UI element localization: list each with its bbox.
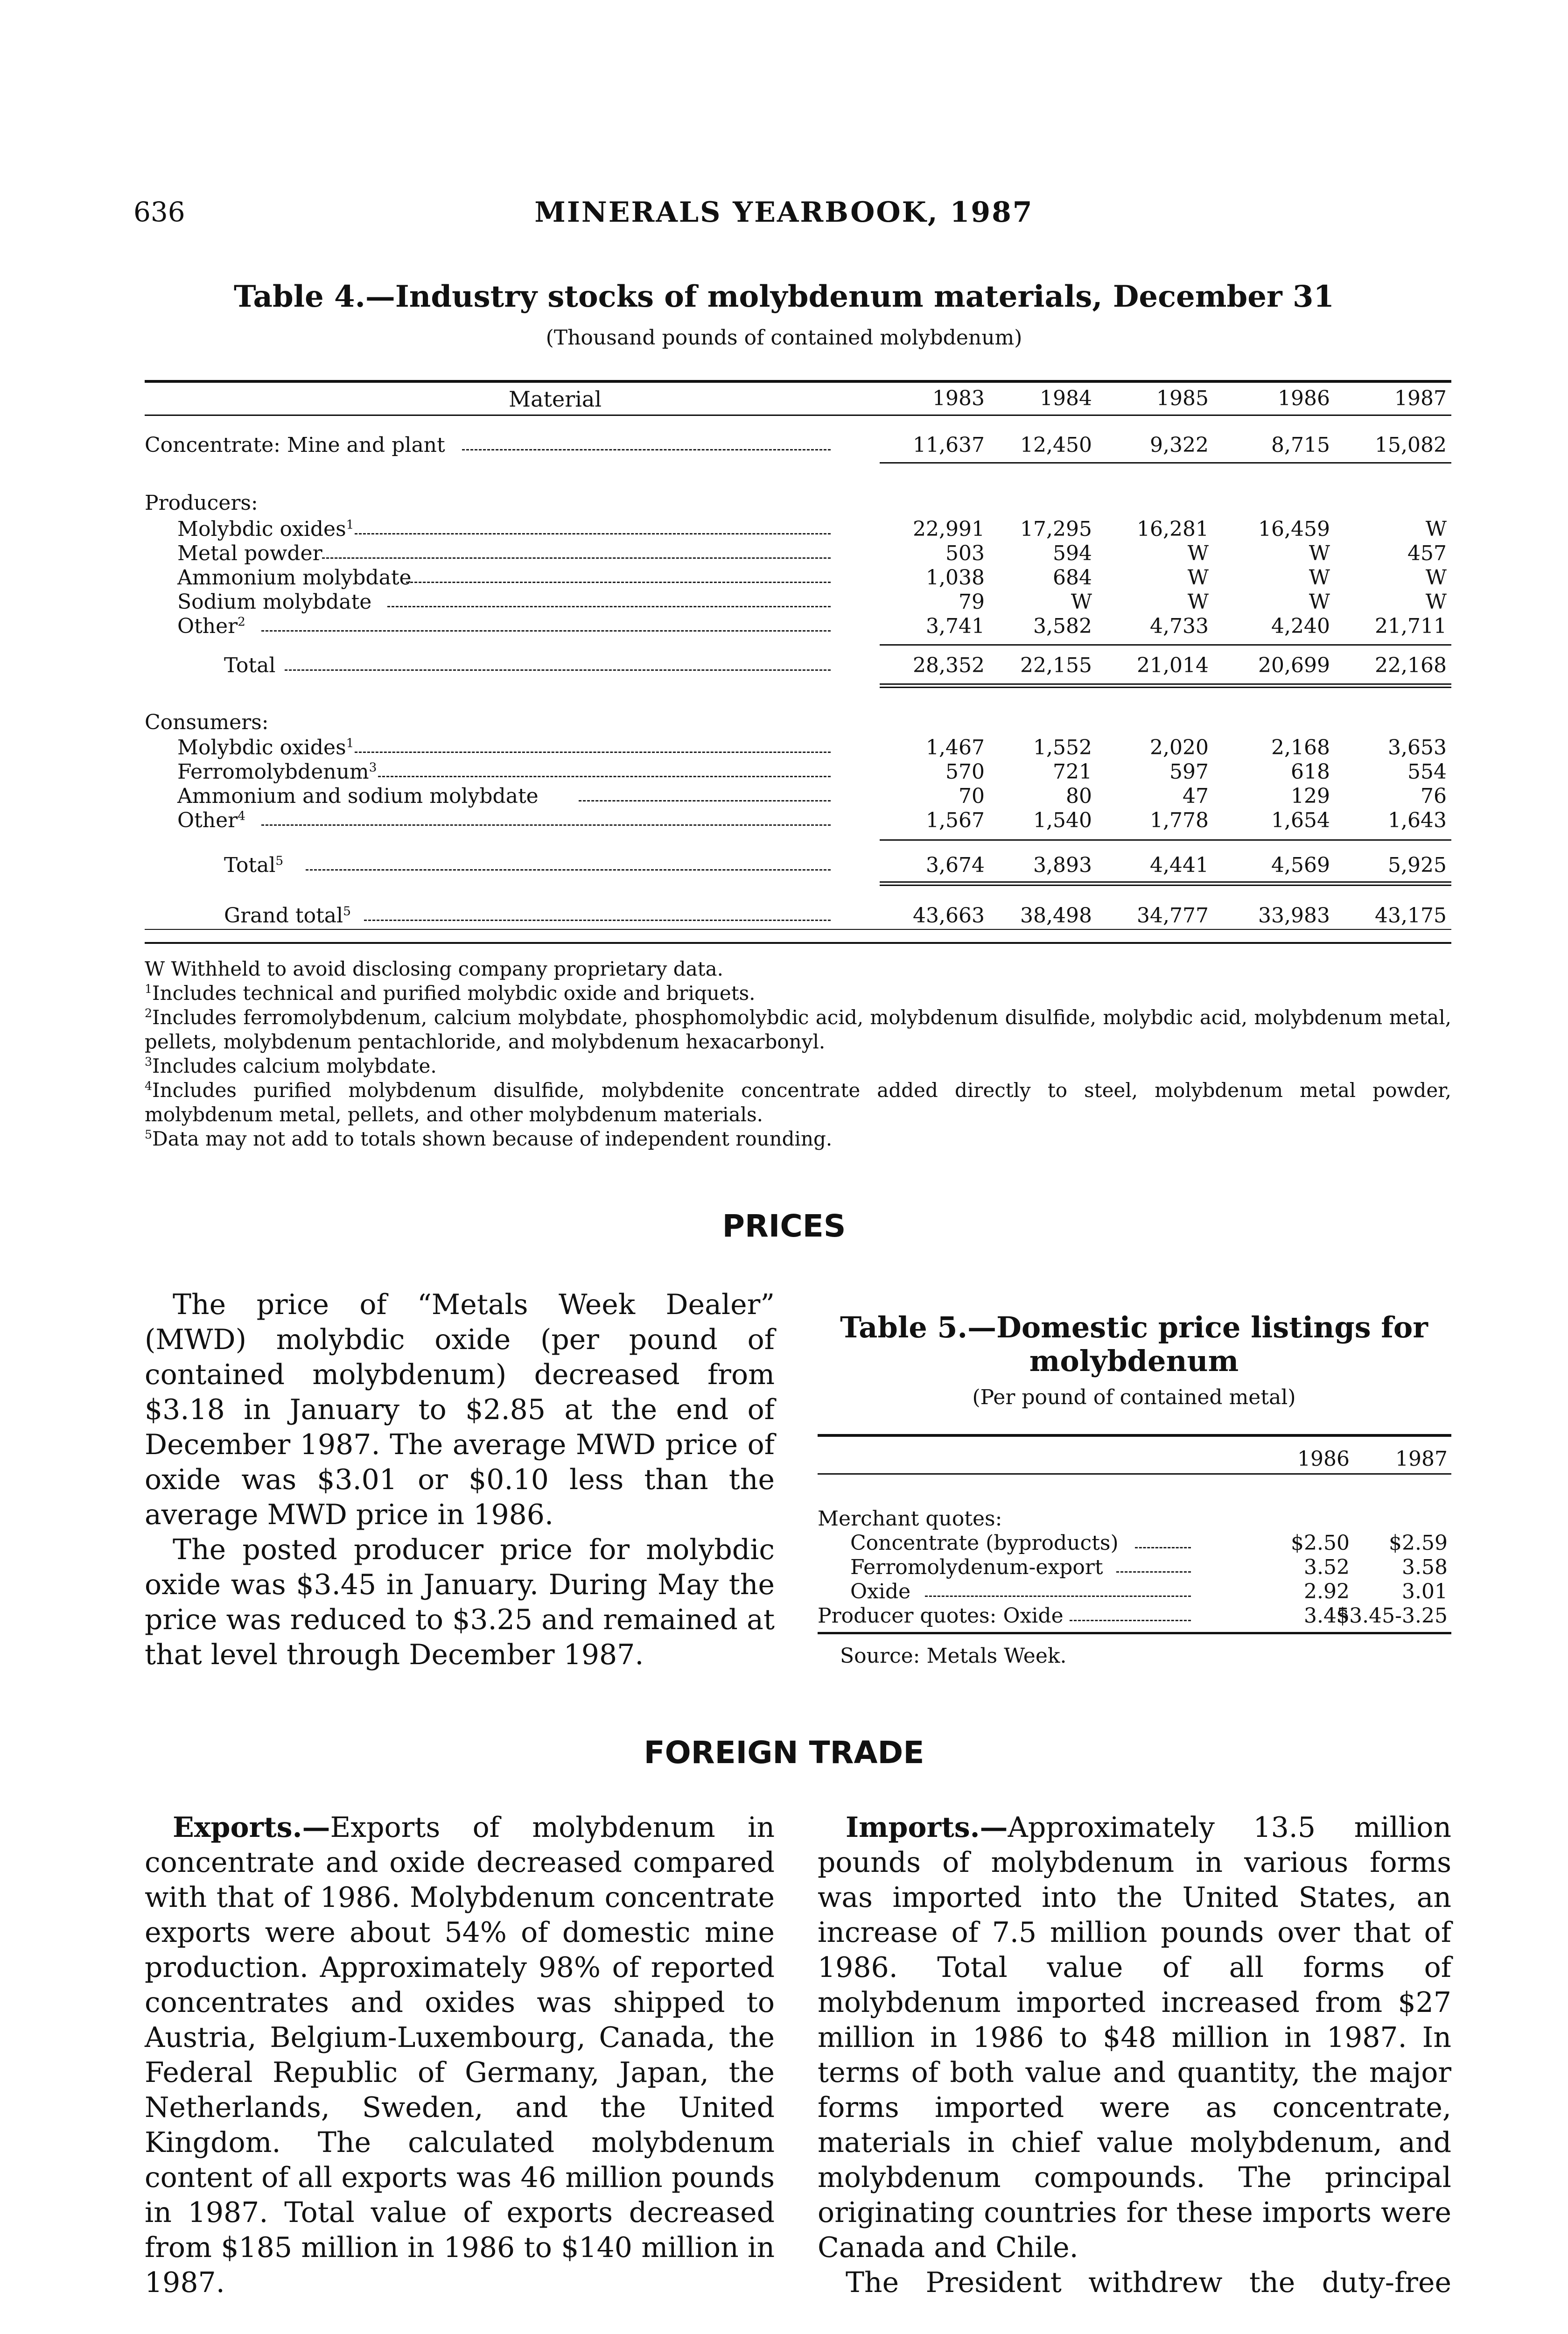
leader-dots [1135,1547,1191,1548]
section-rule [880,462,1451,464]
cell: 80 [1066,784,1092,808]
table-row [145,808,1451,833]
cell: 4,240 [1271,614,1330,638]
row-label: Total [224,654,276,677]
cell: 34,777 [1137,904,1209,928]
cell: 21,711 [1375,614,1447,638]
cell: 4,441 [1150,853,1209,877]
col-material: Material [509,387,602,412]
table5-source: Source: Metals Week. [840,1644,1067,1668]
leader-dots [306,869,831,871]
cell: 594 [1053,541,1092,565]
cell: 1,467 [926,736,985,759]
cell: W [1309,541,1330,565]
row-label: Metal powder [177,541,322,565]
row-label: Merchant quotes: [818,1507,1002,1531]
cell: 21,014 [1137,654,1209,677]
merchant-heading [818,1507,1451,1531]
table-row-grand-total [145,904,1451,928]
cell: W [1309,590,1330,614]
cell: 1,778 [1150,808,1209,832]
cell: 33,983 [1258,904,1330,928]
cell: W [1187,590,1209,614]
cell: 457 [1407,541,1447,565]
cell: 597 [1169,760,1209,784]
cell: 129 [1291,784,1330,808]
row-label: Ferromolybdenum$^3$ [177,760,377,784]
table-row-concentrate [145,433,1451,457]
cell: 3.58 [1402,1555,1448,1579]
table5-top-rule [818,1434,1451,1437]
row-label: Producers: [145,491,258,515]
footnote-w: W Withheld to avoid disclosing company proprietary data. [145,957,723,980]
table-row [818,1531,1451,1555]
footnote-1: $^1$Includes technical and purified molybdic oxide and briquets. [145,982,756,1005]
cell: 618 [1291,760,1330,784]
cell: 3.45 [1304,1604,1350,1628]
table4-bottom-rule [145,929,1451,930]
cell: 20,699 [1258,654,1330,677]
double-rule [880,683,1451,688]
leader-dots [322,557,831,559]
cell: 5,925 [1388,853,1447,877]
cell: 16,459 [1258,517,1330,541]
row-label: Molybdic oxides$^1$ [177,736,354,759]
runin-heading: Imports.— [846,1811,1008,1844]
row-label: Concentrate (byproducts) [850,1531,1119,1555]
row-label: Oxide [850,1580,911,1603]
table4-footnotes [145,957,1451,1151]
row-label: Molybdic oxides$^1$ [177,517,354,541]
imports-text [818,1810,1451,2300]
cell: 22,168 [1375,654,1447,677]
cell: 1,540 [1033,808,1092,832]
col-year: 1987 [1395,1447,1448,1471]
table-row [145,566,1451,590]
table-row-producers-total [145,654,1451,678]
cell: 38,498 [1020,904,1092,928]
table4-title: Table 4.—Industry stocks of molybdenum materials, December 31 [234,279,1334,314]
cell: 12,450 [1020,433,1092,457]
cell: 43,175 [1375,904,1447,928]
table5-title: Table 5.—Domestic price listings for molybdenum [840,1310,1428,1378]
table-row [818,1580,1451,1604]
paragraph: The President withdrew the duty-free [846,2266,1451,2299]
cell: 2,168 [1271,736,1330,759]
cell: W [1187,566,1209,590]
leader-dots [579,800,831,801]
row-label: Ammonium molybdate [177,566,412,590]
cell: 8,715 [1271,433,1330,457]
leader-dots [925,1596,1191,1597]
cell: 76 [1421,784,1447,808]
subtotal-rule [880,839,1451,841]
cell: 9,322 [1150,433,1209,457]
cell: 3,741 [926,614,985,638]
cell: 16,281 [1137,517,1209,541]
table-row [145,590,1451,614]
leader-dots [462,449,831,450]
runin-heading: Exports.— [173,1811,330,1844]
subtotal-rule [880,644,1451,646]
table-row [818,1555,1451,1580]
leader-dots [406,582,831,583]
table5-subtitle: (Per pound of contained metal) [972,1385,1296,1409]
cell: 4,569 [1271,853,1330,877]
leader-dots [364,920,831,921]
cell: 1,552 [1033,736,1092,759]
cell: 3.01 [1402,1580,1448,1603]
row-label: Ammonium and sodium molybdate [177,784,539,808]
producers-heading [145,491,1451,515]
cell: 2.92 [1304,1580,1350,1603]
row-label: Total$^5$ [224,853,284,877]
paragraph: The price of “Metals Week Dealer” (MWD) molybdic oxide (per pound of contained molybdenum) decreased from $3.18 in January to $2.85 at the end of December 1987. The average MWD price of oxide was $3.01 or $0.10 less than the average MWD price in 1986. [145,1288,775,1531]
leader-dots [261,824,831,826]
cell: 2,020 [1150,736,1209,759]
table4-bottom-rule [145,942,1451,944]
paragraph: Exports.—Exports of molybdenum in concentrate and oxide decreased compared with that of 1986. Molybdenum concentrate exports were about 54% of domestic mine production. Approximately 98% of reported concentrates and oxides was shipped to Austria, Belgium-Luxembourg, Canada, the Federal Republic of Germany, Japan, the Netherlands, Sweden, and the United Kingdom. The calculated molybdenum content of all exports was 46 million pounds in 1987. Total value of exports decreased from $185 million in 1986 to $140 million in 1987. [145,1811,775,2299]
cell: W [1425,590,1447,614]
col-year: 1986 [1278,387,1330,410]
cell: W [1187,541,1209,565]
row-label: Concentrate: Mine and plant [145,433,445,457]
col-year: 1985 [1156,387,1209,410]
row-label: Consumers: [145,710,269,734]
cell: 79 [959,590,985,614]
leader-dots [378,776,831,777]
cell: 22,155 [1020,654,1092,677]
page-number: 636 [133,196,185,228]
cell: 721 [1053,760,1092,784]
table-row [145,736,1451,760]
cell: 43,663 [913,904,985,928]
leader-dots [355,752,831,753]
table-row [145,541,1451,566]
row-label: Other$^4$ [177,808,245,832]
col-year: 1986 [1297,1447,1350,1471]
leader-dots [355,533,831,534]
footnote-4: $^4$Includes purified molybdenum disulfide, molybdenite concentrate added directly to steel, molybdenum metal powder, molybdenum metal, pellets, and other molybdenum materials. [145,1079,1451,1126]
cell: 684 [1053,566,1092,590]
cell: 70 [959,784,985,808]
table-row [145,784,1451,808]
consumers-heading [145,710,1451,735]
col-year: 1987 [1394,387,1447,410]
paragraph: Imports.—Approximately 13.5 million pounds of molybdenum in various forms was imported into the United States, an increase of 7.5 million pounds over that of 1986. Total value of all forms of molybdenum imported increased from $27 million in 1986 to $48 million in 1987. In terms of both value and quantity, the major forms imported were as concentrate, materials in chief value molybdenum, and molybdenum compounds. The principal originating countries for these imports were Canada and Chile. [818,1811,1451,2264]
cell: W [1071,590,1092,614]
table-row [145,614,1451,639]
cell: $2.59 [1389,1531,1448,1555]
row-label: Sodium molybdate [177,590,372,614]
col-year: 1983 [932,387,985,410]
cell: 570 [945,760,985,784]
exports-text [145,1810,775,2300]
cell: 3,893 [1033,853,1092,877]
table-row [145,517,1451,541]
table5-bottom-rule [818,1632,1451,1634]
table4-header-row [145,383,1451,415]
cell: $3.45-3.25 [1336,1604,1448,1628]
table5-header-rule [818,1473,1451,1475]
cell: 554 [1407,760,1447,784]
leader-dots [387,606,831,607]
cell: 22,991 [913,517,985,541]
cell: 11,637 [913,433,985,457]
cell: 17,295 [1020,517,1092,541]
row-label: Other$^2$ [177,614,245,638]
cell: W [1309,566,1330,590]
cell: 28,352 [913,654,985,677]
cell: W [1425,566,1447,590]
cell: 3,674 [926,853,985,877]
section-heading-foreign-trade: FOREIGN TRADE [644,1735,924,1771]
row-label: Grand total$^5$ [224,904,351,928]
leader-dots [261,630,831,632]
cell: 15,082 [1375,433,1447,457]
leader-dots [285,669,831,671]
leader-dots [1116,1571,1191,1573]
cell: 503 [945,541,985,565]
table-row [145,760,1451,784]
leader-dots [1070,1620,1191,1621]
cell: 3.52 [1304,1555,1350,1579]
footnote-2: $^2$Includes ferromolybdenum, calcium molybdate, phosphomolybdic acid, molybdenum disulfide, molybdic acid, molybdenum metal, pellets, molybdenum pentachloride, and molybdenum hexacarbonyl. [145,1006,1451,1053]
cell: 1,038 [926,566,985,590]
cell: 1,567 [926,808,985,832]
prices-text [145,1287,775,1673]
double-rule [880,881,1451,886]
cell: 1,654 [1271,808,1330,832]
cell: 4,733 [1150,614,1209,638]
cell: 47 [1183,784,1209,808]
cell: W [1425,517,1447,541]
table4-subtitle: (Thousand pounds of contained molybdenum) [546,326,1022,350]
cell: 3,653 [1388,736,1447,759]
cell: 3,582 [1033,614,1092,638]
cell: $2.50 [1291,1531,1350,1555]
row-label: Producer quotes: Oxide [818,1604,1064,1628]
table-row [818,1604,1451,1628]
running-title: MINERALS YEARBOOK, 1987 [534,196,1034,229]
footnote-3: $^3$Includes calcium molybdate. [145,1055,437,1077]
paragraph: The posted producer price for molybdic oxide was $3.45 in January. During May the price was reduced to $3.25 and remained at that level through December 1987. [145,1533,775,1671]
table-row-consumers-total [145,853,1451,878]
section-heading-prices: PRICES [722,1208,846,1244]
table4-header-rule [145,415,1451,416]
cell: 1,643 [1388,808,1447,832]
row-label: Ferromolydenum-export [850,1555,1103,1579]
footnote-5: $^5$Data may not add to totals shown because of independent rounding. [145,1127,833,1150]
col-year: 1984 [1040,387,1092,410]
